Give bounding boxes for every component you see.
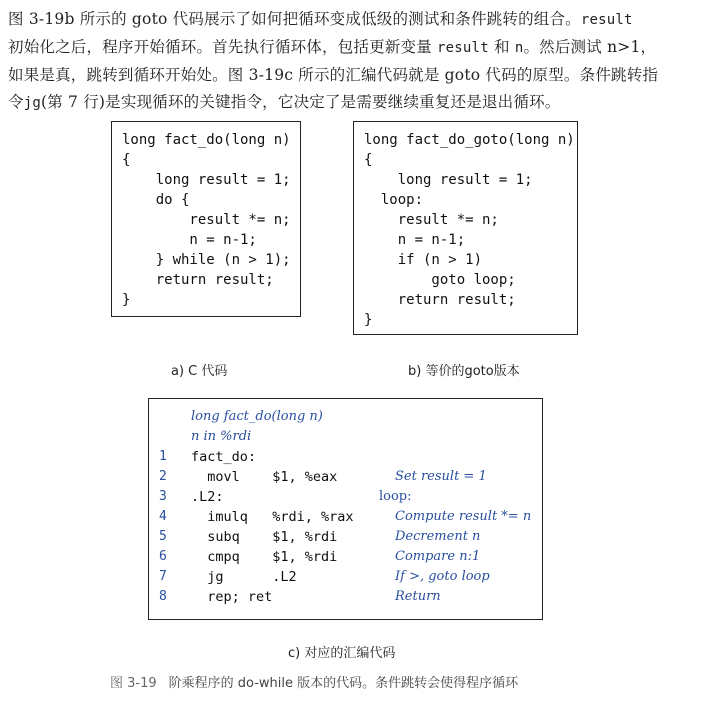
assembly-row [149, 589, 542, 609]
line-number: 3 [159, 489, 167, 504]
code-line: { [122, 152, 131, 168]
paragraph-text: 令 [8, 93, 24, 111]
code-line: { [364, 152, 373, 168]
instruction: imulq %rdi, %rax [191, 509, 354, 525]
caption-b: b) 等价的goto版本 [408, 364, 520, 379]
instruction: jg .L2 [191, 569, 297, 585]
inline-code: result [580, 12, 633, 28]
code-line: long fact_do(long n) [122, 132, 291, 148]
comment: If >, goto loop [395, 569, 490, 584]
comment: Compare n:1 [395, 549, 481, 564]
comment: Return [395, 589, 441, 604]
comment: Set result = 1 [395, 469, 487, 484]
code-box-c [111, 121, 301, 317]
figure-number: 图 3-19 [110, 676, 157, 691]
assembly-header-line: n in %rdi [191, 429, 252, 444]
assembly-row [149, 529, 542, 549]
code-line: } [364, 312, 373, 328]
instruction: cmpq $1, %rdi [191, 549, 338, 565]
paragraph-text: 和 [493, 38, 510, 56]
assembly-row [149, 449, 542, 469]
code-line: loop: [364, 192, 424, 208]
code-line: return result; [364, 292, 516, 308]
assembly-row [149, 549, 542, 569]
assembly-box [148, 398, 543, 620]
line-number: 7 [159, 569, 167, 584]
line-number: 6 [159, 549, 167, 564]
assembly-row [149, 469, 542, 489]
assembly-header [149, 429, 542, 449]
code-line: long result = 1; [364, 172, 533, 188]
inline-code: result [437, 40, 489, 56]
code-line: long fact_do_goto(long n) [364, 132, 575, 148]
comment: Compute result *= n [395, 509, 532, 524]
code-line: n = n-1; [122, 232, 257, 248]
line-number: 1 [159, 449, 167, 464]
code-line: do { [122, 192, 190, 208]
figure-caption [110, 672, 518, 691]
code-box-goto [353, 121, 578, 335]
code-line: n = n-1; [364, 232, 466, 248]
paragraph-text: (第 7 行)是实现循环的关键指令，它决定了是需要继续重复还是退出循环。 [40, 93, 561, 111]
paragraph-text: 。然后测试 n>1， [523, 38, 657, 56]
assembly-row [149, 489, 542, 509]
code-line: result *= n; [122, 212, 291, 228]
code-line: goto loop; [364, 272, 516, 288]
code-line: result *= n; [364, 212, 499, 228]
line-number: 2 [159, 469, 167, 484]
comment: Decrement n [395, 529, 481, 544]
code-line: if (n > 1) [364, 252, 483, 268]
caption-a: a) C 代码 [171, 364, 228, 379]
assembly-header [149, 409, 542, 429]
paragraph-line-1 [8, 6, 704, 34]
paragraph-line-4 [8, 89, 704, 117]
comment: loop: [379, 489, 412, 504]
paragraph-line-2 [8, 34, 704, 62]
instruction: .L2: [191, 489, 224, 505]
line-number: 4 [159, 509, 167, 524]
code-line: return result; [122, 272, 274, 288]
instruction: movl $1, %eax [191, 469, 338, 485]
body-paragraph [8, 6, 704, 117]
paragraph-text: 图 3-19b 所示的 goto 代码展示了如何把循环变成低级的测试和条件跳转的组合。 [8, 10, 581, 28]
assembly-row [149, 509, 542, 529]
assembly-row [149, 569, 542, 589]
instruction: fact_do: [191, 449, 257, 465]
paragraph-line-3: 如果是真，跳转到循环开始处。图 3-19c 所示的汇编代码就是 goto 代码的原型。条件跳转指 [8, 66, 659, 84]
instruction: rep; ret [191, 589, 273, 605]
inline-code: n [514, 40, 524, 56]
code-line: } while (n > 1); [122, 252, 291, 268]
line-number: 8 [159, 589, 167, 604]
paragraph-text: 初始化之后，程序开始循环。首先执行循环体，包括更新变量 [8, 38, 432, 56]
figure-caption-text: 阶乘程序的 do-while 版本的代码。条件跳转会使得程序循环 [168, 676, 519, 691]
instruction: subq $1, %rdi [191, 529, 338, 545]
inline-code: jg [23, 95, 41, 111]
line-number: 5 [159, 529, 167, 544]
code-line: long result = 1; [122, 172, 291, 188]
assembly-header-line: long fact_do(long n) [191, 409, 323, 424]
code-line: } [122, 292, 131, 308]
caption-c: c) 对应的汇编代码 [288, 646, 396, 661]
